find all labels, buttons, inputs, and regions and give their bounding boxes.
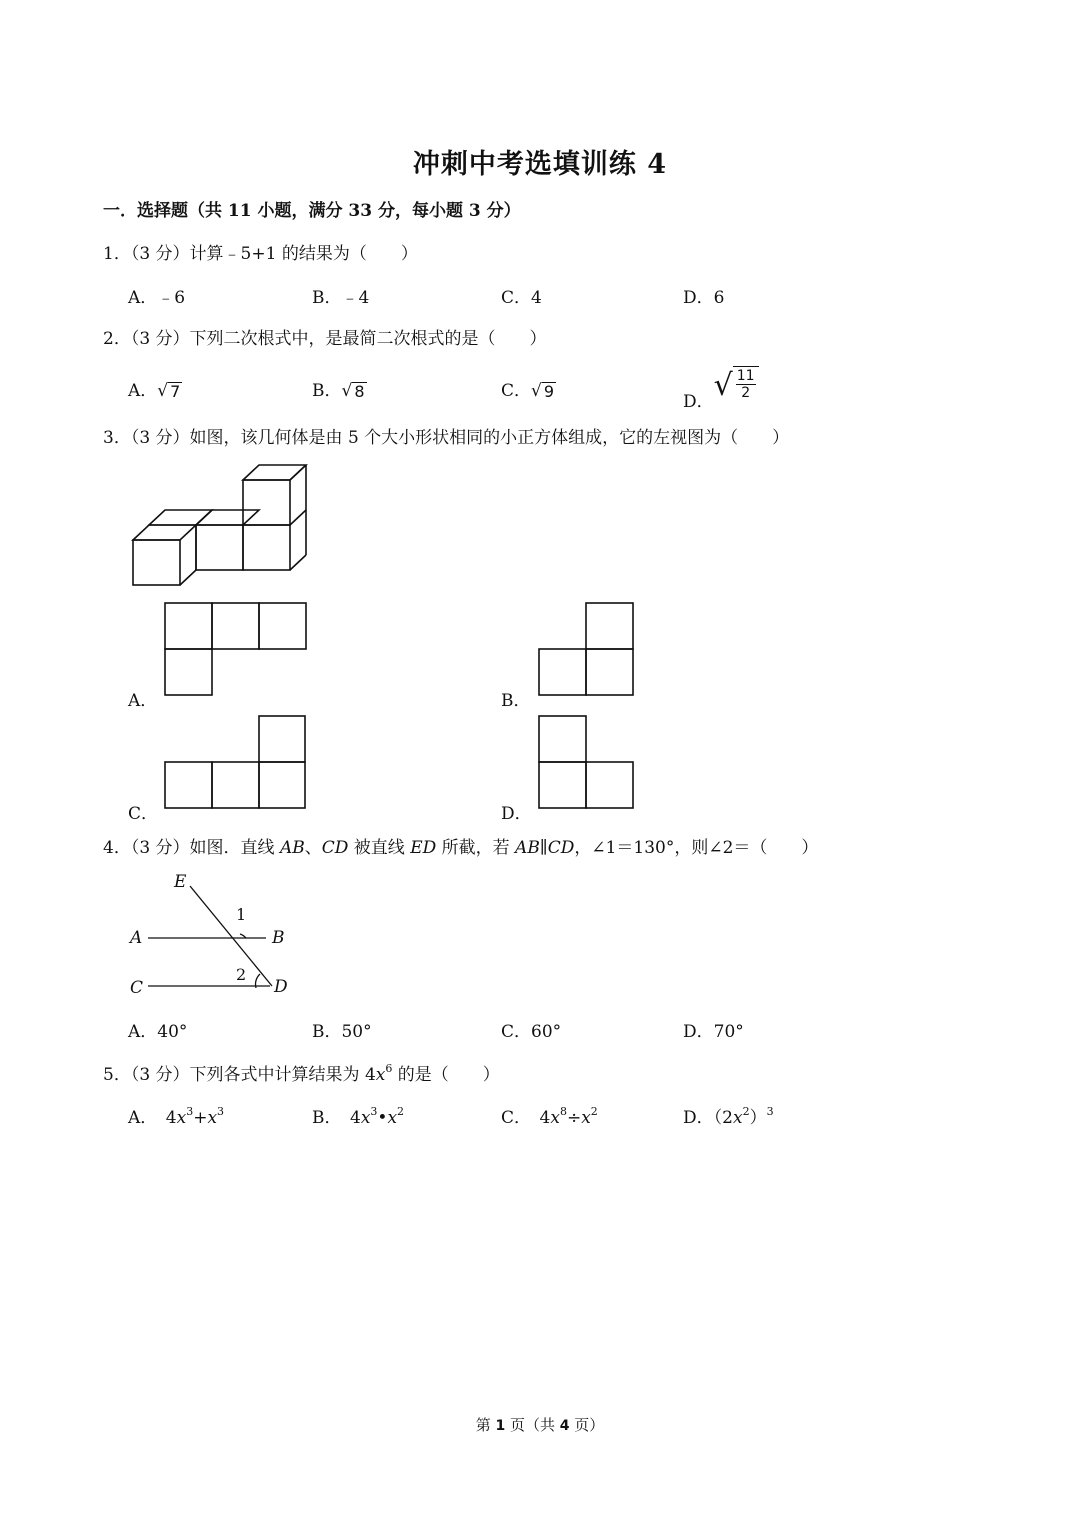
q2-option-d[interactable]	[683, 366, 759, 412]
q2-option-a-label: A．	[128, 381, 158, 401]
q3-option-b-label[interactable]: B．	[501, 691, 531, 711]
question-1-stem: 1．（3 分）计算﹣5+1 的结果为（ ）	[103, 244, 418, 264]
question-4-stem: 4．（3 分）如图．直线 AB、CD 被直线 ED 所截，若 AB∥CD，∠1＝130°，则∠2＝（ ）	[103, 838, 819, 858]
q3-option-b-view[interactable]	[538, 602, 636, 698]
angle-2-label: 2	[236, 965, 247, 984]
q4-option-c[interactable]: C．60°	[501, 1022, 562, 1042]
cube-solid-figure	[130, 462, 310, 588]
q2-option-c-label: C．	[501, 381, 532, 401]
question-5-stem: 5．（3 分）下列各式中计算结果为 $4x^6$ 的是（ ）	[103, 1062, 500, 1085]
angle-1-label: 1	[236, 905, 247, 924]
question-2-stem: 2．（3 分）下列二次根式中，是最简二次根式的是（ ）	[103, 329, 547, 349]
q3-option-a-label[interactable]: A．	[128, 691, 158, 711]
q4-option-a[interactable]: A．40°	[128, 1022, 188, 1042]
page-title: 冲刺中考选填训练 4	[412, 149, 668, 180]
q1-option-c[interactable]: C．4	[501, 288, 542, 308]
label-a: A	[130, 928, 143, 948]
q5-option-b[interactable]: B． $4x^3•x^2$	[312, 1105, 405, 1128]
q3-option-d-view[interactable]	[538, 715, 636, 811]
sqrt-fraction: √ $\frac{11}{2}$	[714, 366, 759, 401]
page-footer: 第 1 页（共 4 页）	[475, 1416, 605, 1434]
current-page: 1	[495, 1418, 506, 1434]
q4-option-b[interactable]: B．50°	[312, 1022, 372, 1042]
parallel-lines-figure	[128, 868, 298, 1000]
question-3-stem: 3．（3 分）如图，该几何体是由 5 个大小形状相同的小正方体组成，它的左视图为（ ）	[103, 428, 790, 448]
sqrt-8: √ 8	[341, 381, 365, 401]
q2-option-d-label: D．	[683, 392, 714, 412]
q4-option-d[interactable]: D．70°	[683, 1022, 744, 1042]
q3-option-a-view[interactable]	[164, 602, 308, 698]
section-heading: 一．选择题（共 11 小题，满分 33 分，每小题 3 分）	[103, 201, 521, 221]
q1-option-d[interactable]: D．6	[683, 288, 725, 308]
q2-option-c[interactable]	[501, 376, 556, 401]
q5-option-a[interactable]: A． $4x^3+x^3$	[128, 1105, 225, 1128]
label-b: B	[272, 928, 285, 948]
q5-option-d[interactable]: D．$(2x^2)^3$	[683, 1105, 774, 1128]
q1-option-a[interactable]: A．﹣6	[128, 288, 186, 308]
label-c: C	[130, 978, 144, 998]
q3-option-c-label[interactable]: C．	[128, 804, 159, 824]
total-pages: 4	[559, 1418, 570, 1434]
q1-option-b[interactable]: B．﹣4	[312, 288, 370, 308]
q2-option-b-label: B．	[312, 381, 342, 401]
label-d: D	[274, 977, 288, 997]
q2-option-b[interactable]	[312, 376, 367, 401]
label-e: E	[174, 872, 187, 892]
q5-option-c[interactable]: C． $4x^8\div x^2$	[501, 1105, 598, 1128]
q2-option-a[interactable]	[128, 376, 182, 401]
sqrt-9: √ 9	[531, 381, 555, 401]
sqrt-7: √ 7	[157, 381, 181, 401]
q3-option-d-label[interactable]: D．	[501, 804, 532, 824]
q3-option-c-view[interactable]	[164, 715, 308, 811]
